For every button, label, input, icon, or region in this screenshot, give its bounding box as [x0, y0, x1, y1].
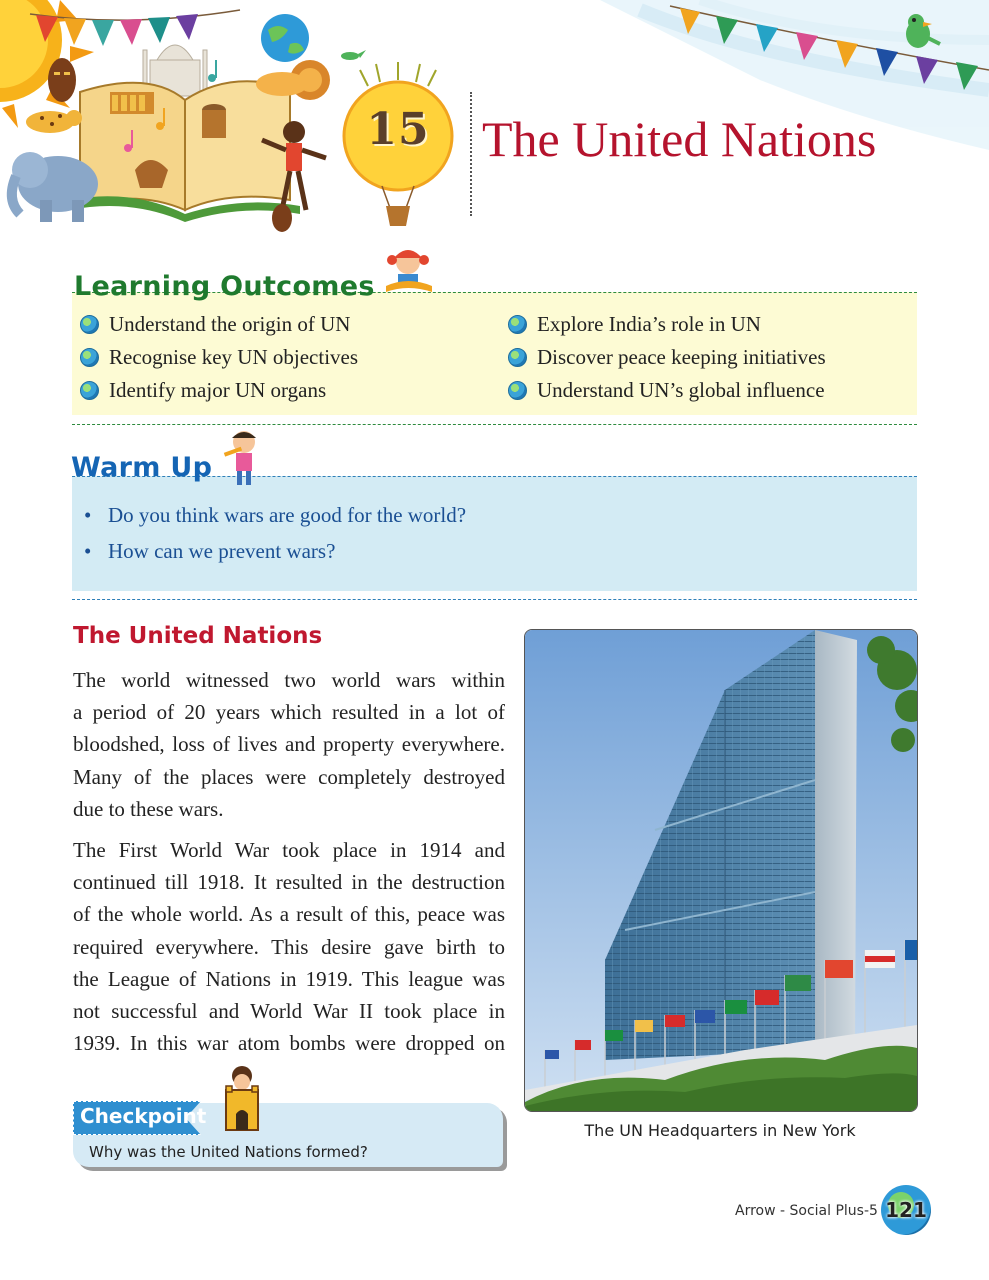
globe-icon [261, 14, 309, 62]
list-item: Explore India’s role in UN [508, 312, 761, 337]
page-number: 121 [885, 1198, 927, 1222]
text-line: continued till 1918. It resulted in the destruction [73, 870, 505, 895]
un-building-illustration [525, 630, 917, 1111]
globe-bullet-icon [80, 315, 99, 334]
globe-bullet-icon [80, 381, 99, 400]
paragraph-2 [73, 834, 505, 1059]
learning-outcomes-heading: Learning Outcomes [74, 271, 375, 302]
warm-up-divider [72, 599, 917, 600]
text-line: not successful and World War II took place in [73, 999, 505, 1024]
checkpoint-question: Why was the United Nations formed? [89, 1143, 368, 1161]
text-line: bloodshed, loss of lives and property everywhere. [73, 732, 505, 757]
tribal-mask-icon [48, 58, 76, 102]
small-mask-icon [272, 204, 292, 232]
photo-caption: The UN Headquarters in New York [584, 1121, 856, 1140]
globe-bullet-icon [508, 315, 527, 334]
list-item: Identify major UN organs [80, 378, 326, 403]
paragraph-1 [73, 664, 505, 825]
chapter-title: The United Nations [482, 111, 877, 167]
section-heading: The United Nations [73, 623, 323, 649]
un-headquarters-photo [524, 629, 918, 1112]
text-line: The world witnessed two world wars within [73, 668, 505, 692]
hummingbird-icon [341, 50, 366, 60]
list-item: Discover peace keeping initiatives [508, 345, 826, 370]
text-line: the League of Nations in 1919. This league was [73, 966, 505, 991]
girl-reading-icon [380, 246, 440, 298]
text-line: due to these wars. [73, 796, 224, 821]
text-line: required everywhere. This desire gave birth to [73, 934, 505, 959]
list-item: Understand UN’s global influence [508, 378, 825, 403]
title-divider [470, 92, 472, 216]
text-line: of the whole world. As a result of this, peace was [73, 902, 505, 927]
globe-bullet-icon [508, 381, 527, 400]
text-line: a period of 20 years which resulted in a lot of [73, 700, 505, 725]
warm-up-box [72, 476, 917, 591]
list-item: Understand the origin of UN [80, 312, 350, 337]
text-line: Many of the places were completely destroyed [73, 764, 505, 789]
checkpoint-label: Checkpoint [80, 1104, 207, 1128]
bullet: • [84, 539, 92, 563]
globe-bullet-icon [80, 348, 99, 367]
list-item: • Do you think wars are good for the world? [84, 503, 467, 527]
cheetah-icon [26, 110, 82, 133]
book-title-footer: Arrow - Social Plus-5 [735, 1203, 878, 1219]
list-item: Recognise key UN objectives [80, 345, 358, 370]
learning-outcomes-divider [72, 424, 917, 425]
chapter-number: 15 [366, 104, 430, 155]
bullet: • [84, 503, 92, 527]
text-line: The First World War took place in 1914 and [73, 838, 505, 862]
text-line: 1939. In this war atom bombs were dropped on [73, 1031, 505, 1056]
boy-with-pencil-icon [222, 428, 262, 492]
girl-in-castle-icon [218, 1064, 266, 1132]
list-item: • How can we prevent wars? [84, 539, 336, 563]
globe-bullet-icon [508, 348, 527, 367]
warm-up-heading: Warm Up [71, 452, 213, 483]
